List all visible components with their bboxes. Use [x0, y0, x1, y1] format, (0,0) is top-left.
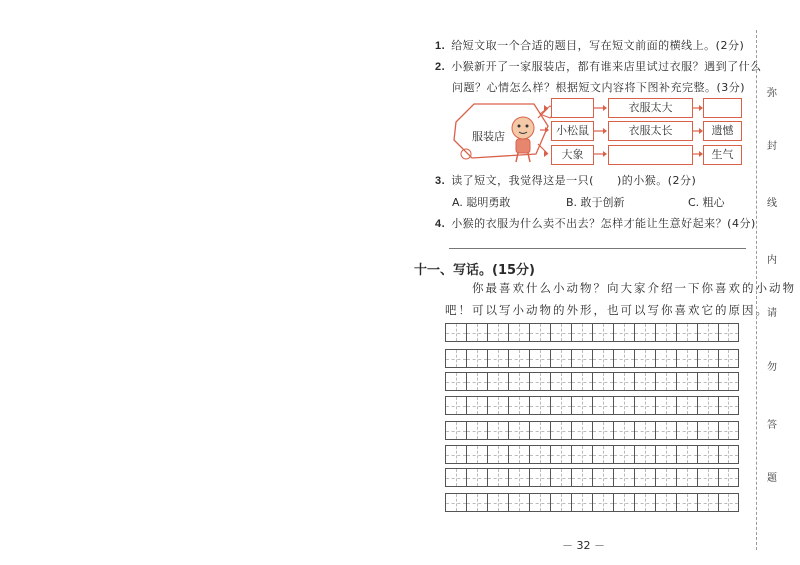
- grid-cell[interactable]: [676, 493, 697, 512]
- page-number: － 32 －: [562, 539, 605, 552]
- grid-cell[interactable]: [466, 349, 487, 368]
- grid-cell[interactable]: [697, 323, 718, 342]
- grid-cell[interactable]: [550, 372, 571, 391]
- grid-row[interactable]: [445, 349, 739, 368]
- grid-cell[interactable]: [487, 468, 508, 487]
- grid-cell[interactable]: [655, 396, 676, 415]
- grid-cell[interactable]: [697, 372, 718, 391]
- grid-cell[interactable]: [529, 349, 550, 368]
- choice-c[interactable]: C. 粗心: [688, 196, 725, 209]
- grid-cell[interactable]: [571, 323, 592, 342]
- grid-cell[interactable]: [508, 493, 529, 512]
- question-4: [435, 215, 756, 231]
- grid-cell[interactable]: [487, 445, 508, 464]
- grid-cell[interactable]: [613, 468, 634, 487]
- hanger-knob: [461, 149, 471, 159]
- grid-cell[interactable]: [697, 468, 718, 487]
- problem-box-3[interactable]: [608, 145, 693, 165]
- seal-char: 勿: [767, 362, 777, 373]
- grid-cell[interactable]: [508, 445, 529, 464]
- grid-cell[interactable]: [550, 323, 571, 342]
- seal-char: 封: [767, 141, 777, 152]
- grid-cell[interactable]: [571, 493, 592, 512]
- mood-box-3: 生气: [703, 145, 742, 165]
- grid-cell[interactable]: [466, 372, 487, 391]
- grid-cell[interactable]: [571, 468, 592, 487]
- grid-cell[interactable]: [655, 445, 676, 464]
- choice-a[interactable]: A. 聪明勇敢: [452, 196, 511, 209]
- who-box-1[interactable]: [551, 98, 594, 118]
- question-number: 2.: [435, 61, 446, 73]
- grid-cell[interactable]: [613, 493, 634, 512]
- question-2-line2: 问题？心情怎么样？根据短文内容将下图补充完整。(3分): [452, 81, 746, 94]
- grid-cell[interactable]: [571, 421, 592, 440]
- grid-cell[interactable]: [634, 323, 655, 342]
- grid-cell[interactable]: [571, 445, 592, 464]
- grid-cell[interactable]: [718, 396, 739, 415]
- grid-cell[interactable]: [718, 372, 739, 391]
- grid-cell[interactable]: [445, 445, 466, 464]
- grid-cell[interactable]: [697, 421, 718, 440]
- grid-cell[interactable]: [445, 372, 466, 391]
- grid-cell[interactable]: [592, 349, 613, 368]
- grid-cell[interactable]: [550, 396, 571, 415]
- question-text: 小猴的衣服为什么卖不出去？怎样才能让生意好起来？(4分): [451, 217, 756, 230]
- grid-cell[interactable]: [466, 445, 487, 464]
- grid-cell[interactable]: [445, 349, 466, 368]
- grid-cell[interactable]: [508, 421, 529, 440]
- grid-cell[interactable]: [466, 468, 487, 487]
- grid-cell[interactable]: [550, 468, 571, 487]
- question-number: 1.: [435, 40, 446, 52]
- grid-cell[interactable]: [655, 349, 676, 368]
- grid-cell[interactable]: [655, 323, 676, 342]
- grid-cell[interactable]: [676, 421, 697, 440]
- problem-box-2: 衣服太长: [608, 121, 693, 141]
- grid-cell[interactable]: [655, 372, 676, 391]
- grid-cell[interactable]: [655, 421, 676, 440]
- grid-cell[interactable]: [613, 396, 634, 415]
- grid-cell[interactable]: [445, 421, 466, 440]
- writing-prompt-line1: 你最喜欢什么小动物？向大家介绍一下你喜欢的小动物: [472, 281, 796, 295]
- grid-cell[interactable]: [676, 468, 697, 487]
- grid-cell[interactable]: [592, 468, 613, 487]
- grid-cell[interactable]: [487, 349, 508, 368]
- grid-cell[interactable]: [718, 323, 739, 342]
- grid-row[interactable]: [445, 323, 739, 342]
- grid-cell[interactable]: [676, 396, 697, 415]
- grid-cell[interactable]: [592, 372, 613, 391]
- question-text: 读了短文，我觉得这是一只( )的小猴。(2分): [451, 174, 697, 187]
- grid-cell[interactable]: [634, 349, 655, 368]
- grid-cell[interactable]: [718, 421, 739, 440]
- grid-cell[interactable]: [529, 396, 550, 415]
- grid-cell[interactable]: [508, 396, 529, 415]
- section-11-title: 十一、写话。(15分): [414, 263, 535, 278]
- grid-cell[interactable]: [718, 493, 739, 512]
- seal-char: 内: [767, 255, 777, 266]
- question-number: 4.: [435, 218, 446, 230]
- grid-cell[interactable]: [697, 349, 718, 368]
- who-box-3: 大象: [551, 145, 594, 165]
- grid-cell[interactable]: [718, 468, 739, 487]
- grid-cell[interactable]: [487, 372, 508, 391]
- grid-cell[interactable]: [487, 421, 508, 440]
- grid-cell[interactable]: [550, 493, 571, 512]
- grid-cell[interactable]: [718, 445, 739, 464]
- grid-cell[interactable]: [592, 421, 613, 440]
- mood-box-1[interactable]: [703, 98, 742, 118]
- grid-cell[interactable]: [634, 468, 655, 487]
- grid-cell[interactable]: [592, 396, 613, 415]
- answer-line[interactable]: [449, 248, 746, 249]
- grid-cell[interactable]: [613, 349, 634, 368]
- grid-cell[interactable]: [466, 493, 487, 512]
- grid-cell[interactable]: [634, 445, 655, 464]
- grid-cell[interactable]: [529, 493, 550, 512]
- grid-cell[interactable]: [634, 493, 655, 512]
- grid-cell[interactable]: [613, 323, 634, 342]
- who-box-2: 小松鼠: [551, 121, 594, 141]
- grid-cell[interactable]: [613, 421, 634, 440]
- problem-box-1: 衣服太大: [608, 98, 693, 118]
- grid-cell[interactable]: [676, 445, 697, 464]
- grid-cell[interactable]: [445, 396, 466, 415]
- mood-box-2: 遗憾: [703, 121, 742, 141]
- grid-cell[interactable]: [634, 372, 655, 391]
- seal-line: [756, 30, 757, 550]
- grid-row[interactable]: [445, 396, 739, 415]
- grid-row[interactable]: [445, 445, 739, 464]
- grid-cell[interactable]: [529, 468, 550, 487]
- grid-cell[interactable]: [592, 445, 613, 464]
- grid-row[interactable]: [445, 372, 739, 391]
- choice-b[interactable]: B. 敢于创新: [566, 196, 625, 209]
- grid-cell[interactable]: [613, 445, 634, 464]
- question-text-line1: 小猴新开了一家服装店，都有谁来店里试过衣服？遇到了什么: [451, 60, 762, 73]
- grid-cell[interactable]: [613, 372, 634, 391]
- question-2: [435, 58, 762, 74]
- grid-row[interactable]: [445, 493, 739, 512]
- grid-cell[interactable]: [487, 323, 508, 342]
- question-3: [435, 172, 696, 188]
- grid-cell[interactable]: [466, 396, 487, 415]
- grid-cell[interactable]: [466, 421, 487, 440]
- grid-cell[interactable]: [508, 468, 529, 487]
- grid-row[interactable]: [445, 468, 739, 487]
- grid-cell[interactable]: [592, 493, 613, 512]
- seal-char: 答: [767, 420, 777, 431]
- grid-cell[interactable]: [529, 323, 550, 342]
- grid-cell[interactable]: [466, 323, 487, 342]
- grid-cell[interactable]: [634, 396, 655, 415]
- grid-cell[interactable]: [571, 349, 592, 368]
- grid-cell[interactable]: [676, 323, 697, 342]
- writing-prompt-line2: 吧！可以写小动物的外形，也可以写你喜欢它的原因。: [445, 303, 769, 317]
- seal-char: 题: [767, 473, 777, 484]
- grid-cell[interactable]: [550, 349, 571, 368]
- grid-cell[interactable]: [508, 349, 529, 368]
- grid-cell[interactable]: [571, 396, 592, 415]
- question-number: 3.: [435, 175, 446, 187]
- grid-cell[interactable]: [445, 323, 466, 342]
- grid-cell[interactable]: [655, 468, 676, 487]
- grid-cell[interactable]: [529, 421, 550, 440]
- grid-cell[interactable]: [445, 493, 466, 512]
- grid-cell[interactable]: [550, 445, 571, 464]
- seal-char: 线: [767, 198, 777, 209]
- grid-cell[interactable]: [508, 323, 529, 342]
- grid-row[interactable]: [445, 421, 739, 440]
- store-label: 服装店: [472, 130, 505, 143]
- grid-cell[interactable]: [487, 493, 508, 512]
- grid-cell[interactable]: [508, 372, 529, 391]
- grid-cell[interactable]: [487, 396, 508, 415]
- seal-char: 请: [767, 308, 777, 319]
- grid-cell[interactable]: [571, 372, 592, 391]
- grid-cell[interactable]: [718, 349, 739, 368]
- grid-cell[interactable]: [592, 323, 613, 342]
- grid-cell[interactable]: [655, 493, 676, 512]
- grid-cell[interactable]: [634, 421, 655, 440]
- seal-char: 弥: [767, 88, 777, 99]
- grid-cell[interactable]: [697, 396, 718, 415]
- grid-cell[interactable]: [529, 372, 550, 391]
- grid-cell[interactable]: [676, 372, 697, 391]
- question-text: 给短文取一个合适的题目，写在短文前面的横线上。(2分): [451, 39, 745, 52]
- question-1: [435, 37, 744, 53]
- grid-cell[interactable]: [529, 445, 550, 464]
- grid-cell[interactable]: [550, 421, 571, 440]
- grid-cell[interactable]: [445, 468, 466, 487]
- grid-cell[interactable]: [697, 493, 718, 512]
- grid-cell[interactable]: [697, 445, 718, 464]
- grid-cell[interactable]: [676, 349, 697, 368]
